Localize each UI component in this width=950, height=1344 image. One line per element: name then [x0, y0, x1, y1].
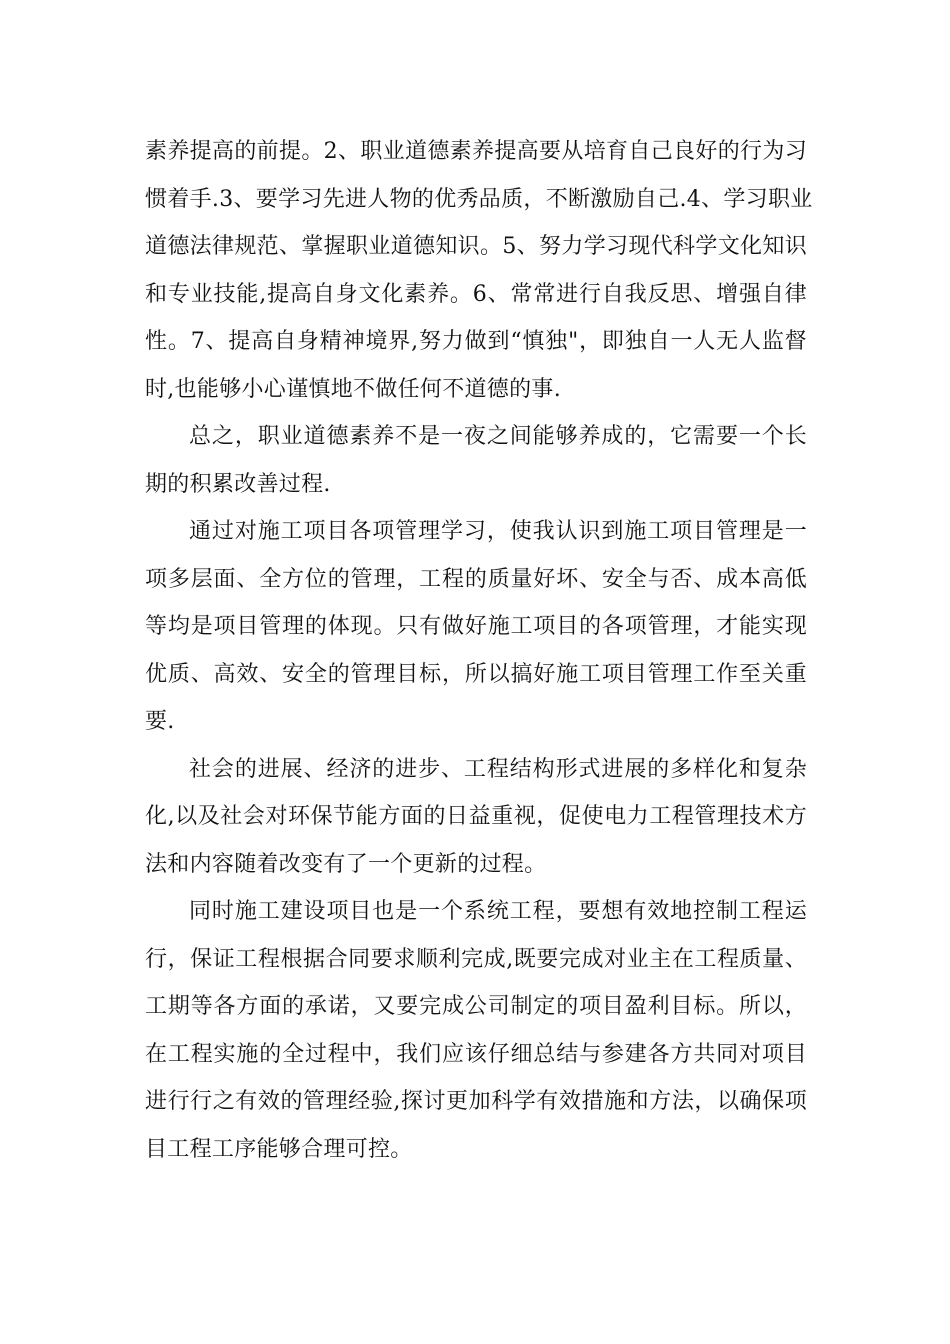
paragraph-line: 项多层面、全方位的管理，工程的质量好坏、安全与否、成本高低 [145, 566, 807, 592]
paragraph-2 [145, 413, 807, 508]
paragraph-line: 社会的进展、经济的进步、工程结构形式进展的多样化和复杂 [189, 756, 807, 782]
paragraph-line: 化,以及社会对环保节能方面的日益重视，促使电力工程管理技术方 [145, 804, 807, 829]
paragraph-line: 在工程实施的全过程中，我们应该仔细总结与参建各方共同对项目 [145, 1041, 807, 1067]
paragraph-line: 行，保证工程根据合同要求顺利完成,既要完成对业主在工程质量、 [145, 946, 807, 972]
paragraph-line: 素养提高的前提。2、职业道德素养提高要从培育自己良好的行为习 [145, 139, 807, 164]
paragraph-line: 目工程工序能够合理可控。 [145, 1136, 413, 1162]
paragraph-4 [145, 746, 807, 889]
paragraph-line: 总之，职业道德素养不是一夜之间能够养成的，它需要一个长 [189, 424, 807, 449]
paragraph-line: 时,也能够小心谨慎地不做任何不道德的事. [145, 376, 561, 402]
paragraph-line: 惯着手.3、要学习先进人物的优秀品质，不断激励自己.4、学习职业 [145, 186, 813, 212]
paragraph-line: 和专业技能,提高自身文化素养。6、常常进行自我反思、增强自律 [145, 281, 807, 307]
paragraph-5 [145, 888, 807, 1173]
paragraph-line: 要. [145, 709, 175, 734]
paragraph-line: 进行行之有效的管理经验,探讨更加科学有效措施和方法，以确保项 [145, 1089, 807, 1114]
paragraph-line: 通过对施工项目各项管理学习，使我认识到施工项目管理是一 [189, 519, 807, 544]
paragraph-line: 法和内容随着改变有了一个更新的过程。 [145, 851, 547, 877]
paragraph-1 [145, 128, 813, 413]
paragraph-line: 优质、高效、安全的管理目标，所以搞好施工项目管理工作至关重 [145, 661, 807, 687]
document-body [145, 128, 813, 1173]
paragraph-3 [145, 508, 807, 746]
paragraph-line: 等均是项目管理的体现。只有做好施工项目的各项管理，才能实现 [145, 614, 807, 639]
paragraph-line: 道德法律规范、掌握职业道德知识。5、努力学习现代科学文化知识 [145, 234, 807, 259]
paragraph-line: 同时施工建设项目也是一个系统工程，要想有效地控制工程运 [189, 899, 807, 924]
paragraph-line: 工期等各方面的承诺，又要完成公司制定的项目盈利目标。所以， [145, 994, 807, 1019]
paragraph-line: 性。7、提高自身精神境界,努力做到“慎独"，即独自一人无人监督 [145, 329, 807, 354]
paragraph-line: 期的积累改善过程. [145, 471, 331, 497]
